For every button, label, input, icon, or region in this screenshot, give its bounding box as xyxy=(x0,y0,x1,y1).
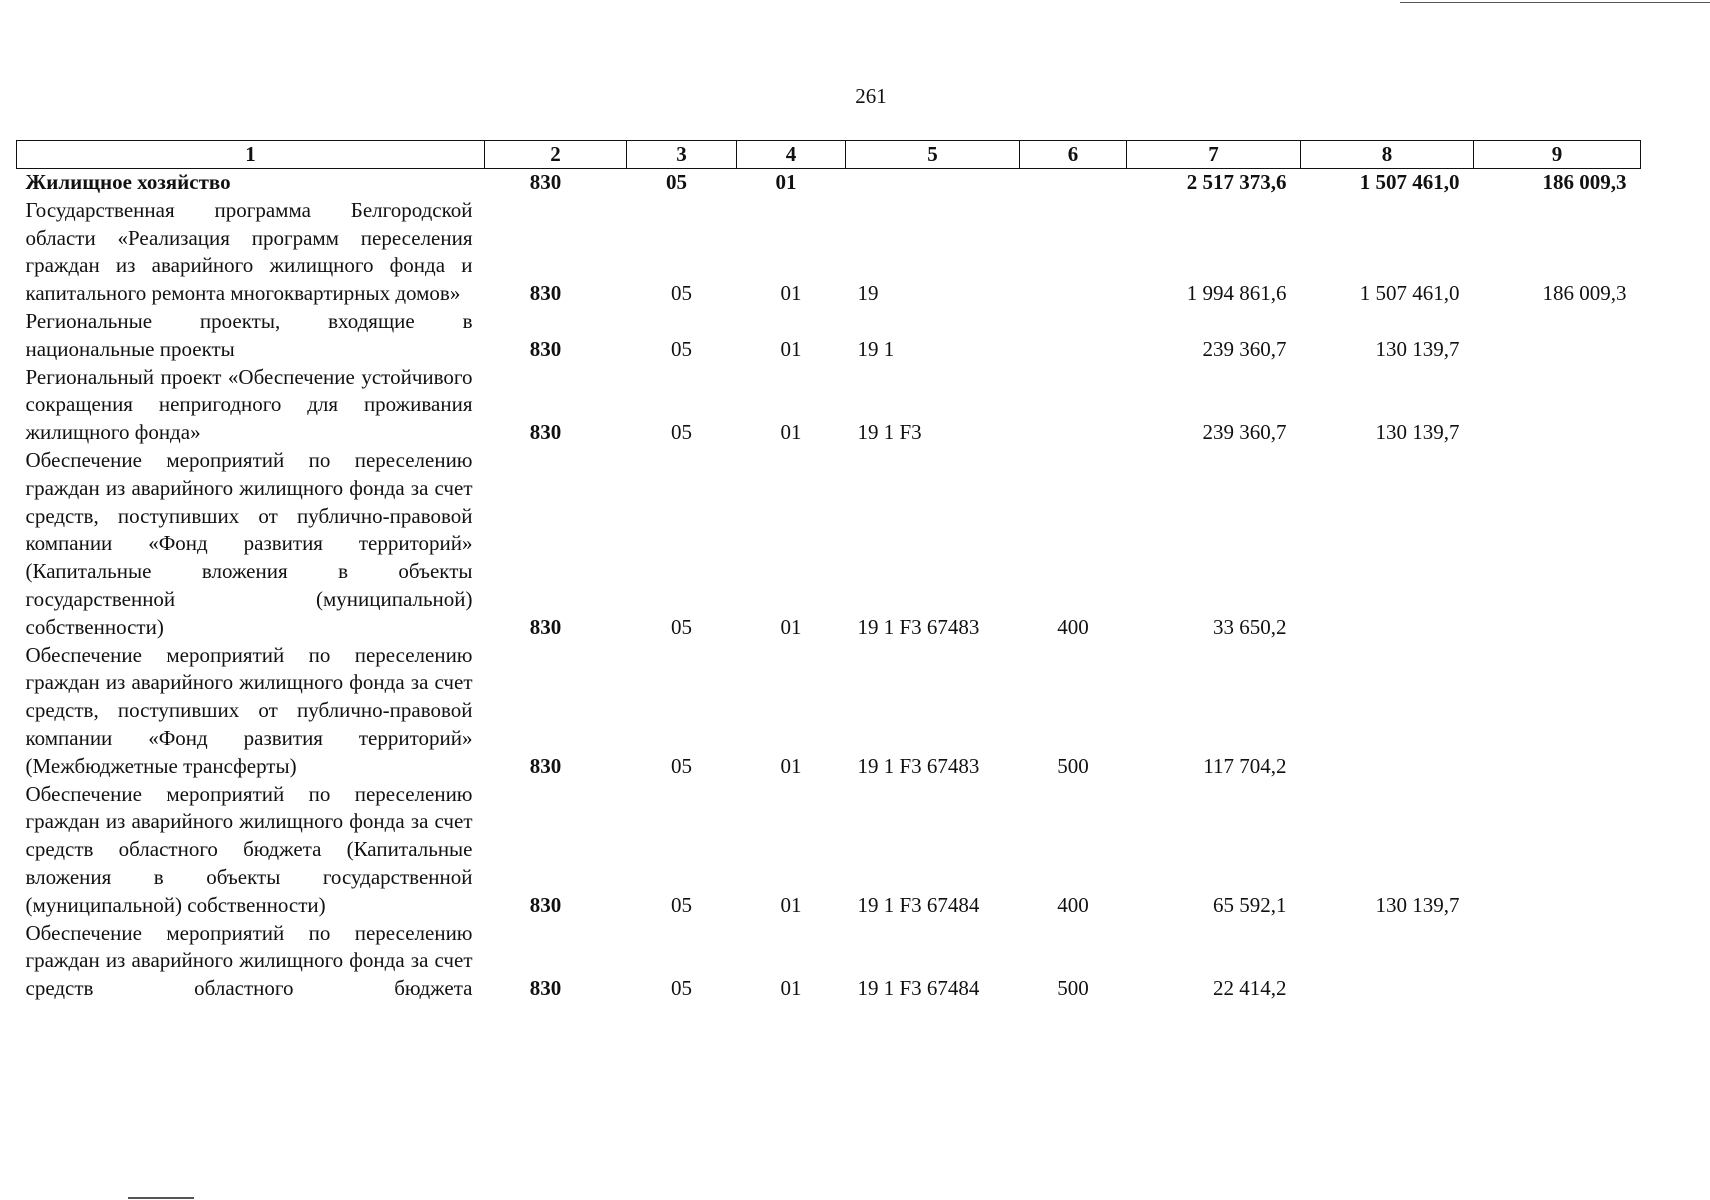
table-header-row xyxy=(17,141,1641,169)
cell-col4: 01 xyxy=(780,614,802,639)
column-header: 1 xyxy=(17,141,485,169)
cell-col3: 05 xyxy=(671,892,692,917)
cell-col5: 19 1 xyxy=(857,336,895,361)
row-name: Региональные проекты, входящие в национальные проекты xyxy=(25,308,473,361)
column-header: 8 xyxy=(1301,141,1474,169)
table-row xyxy=(17,920,1641,1003)
cell-col2: 830 xyxy=(529,753,562,778)
cell-col7: 1 994 861,6 xyxy=(1186,281,1287,306)
cell-col9 xyxy=(1474,642,1641,781)
table-row xyxy=(17,642,1641,781)
scan-mark-bottom-left xyxy=(128,1197,194,1199)
cell-col6 xyxy=(1020,364,1127,447)
cell-col3: 05 xyxy=(671,336,692,361)
cell-col5: 19 1 F3 67483 xyxy=(857,753,980,778)
row-name: Жилищное хозяйство xyxy=(25,170,231,194)
row-name: Обеспечение мероприятий по переселению граждан из аварийного жилищного фонда за счет средств, поступивших от публично-правовой компании «Фонд развития территорий» (Межбюджетные трансферты) xyxy=(25,642,473,778)
cell-col9: 186 009,3 xyxy=(1542,281,1627,306)
cell-col8 xyxy=(1301,642,1474,781)
cell-col9: 186 009,3 xyxy=(1542,170,1627,194)
cell-col7: 22 414,2 xyxy=(1213,976,1287,1001)
row-name: Государственная программа Белгородской области «Реализация программ переселения граждан из аварийного жилищного фонда и капитального ремонта многоквартирных домов» xyxy=(25,197,473,306)
table-row xyxy=(17,169,1641,197)
cell-col5: 19 1 F3 67484 xyxy=(857,976,980,1001)
column-header: 2 xyxy=(485,141,627,169)
cell-col8 xyxy=(1301,920,1474,1003)
cell-col6: 500 xyxy=(1057,753,1089,778)
cell-col5 xyxy=(846,169,1020,197)
cell-col9 xyxy=(1474,364,1641,447)
cell-col9 xyxy=(1474,447,1641,642)
cell-col6 xyxy=(1020,197,1127,308)
table-row xyxy=(17,447,1641,642)
cell-col4: 01 xyxy=(775,170,797,194)
row-name: Обеспечение мероприятий по переселению граждан из аварийного жилищного фонда за счет средств областного бюджета xyxy=(25,920,473,1001)
cell-col3: 05 xyxy=(671,281,692,306)
cell-col2: 830 xyxy=(529,281,562,306)
column-header: 9 xyxy=(1474,141,1641,169)
cell-col5: 19 1 F3 xyxy=(857,420,922,445)
cell-col3: 05 xyxy=(671,420,692,445)
row-name: Обеспечение мероприятий по переселению граждан из аварийного жилищного фонда за счет средств областного бюджета (Капитальные вложения в объекты государственной (муниципальной) собственности) xyxy=(25,781,473,917)
cell-col2: 830 xyxy=(529,976,562,1001)
row-name: Региональный проект «Обеспечение устойчивого сокращения непригодного для проживания жилищного фонда» xyxy=(25,364,473,445)
cell-col5: 19 1 F3 67483 xyxy=(857,614,980,639)
column-header: 4 xyxy=(737,141,846,169)
row-name: Обеспечение мероприятий по переселению граждан из аварийного жилищного фонда за счет средств, поступивших от публично-правовой компании «Фонд развития территорий» (Капитальные вложения в объекты государственной (муниципальной) собственности) xyxy=(25,447,473,639)
cell-col9 xyxy=(1474,781,1641,920)
cell-col7: 239 360,7 xyxy=(1202,420,1287,445)
cell-col7: 2 517 373,6 xyxy=(1186,170,1287,194)
column-header: 3 xyxy=(627,141,737,169)
cell-col3: 05 xyxy=(671,614,692,639)
cell-col8: 130 139,7 xyxy=(1375,336,1460,361)
table-row xyxy=(17,364,1641,447)
column-header: 7 xyxy=(1127,141,1301,169)
cell-col8: 1 507 461,0 xyxy=(1359,170,1460,194)
cell-col8: 130 139,7 xyxy=(1375,892,1460,917)
cell-col7: 65 592,1 xyxy=(1213,892,1287,917)
cell-col4: 01 xyxy=(780,892,802,917)
cell-col6: 400 xyxy=(1057,614,1089,639)
cell-col8: 1 507 461,0 xyxy=(1359,281,1460,306)
cell-col2: 830 xyxy=(529,892,562,917)
cell-col7: 117 704,2 xyxy=(1203,753,1287,778)
budget-table xyxy=(16,140,1641,1003)
cell-col2: 830 xyxy=(529,336,562,361)
cell-col4: 01 xyxy=(780,336,802,361)
column-header: 6 xyxy=(1020,141,1127,169)
cell-col6: 400 xyxy=(1057,892,1089,917)
page-number: 261 xyxy=(855,84,887,108)
table-row xyxy=(17,308,1641,364)
cell-col4: 01 xyxy=(780,976,802,1001)
column-header: 5 xyxy=(846,141,1020,169)
cell-col6: 500 xyxy=(1057,976,1089,1001)
cell-col8 xyxy=(1301,447,1474,642)
cell-col3: 05 xyxy=(666,170,687,194)
cell-col5: 19 xyxy=(857,281,879,306)
table-row xyxy=(17,197,1641,308)
cell-col7: 33 650,2 xyxy=(1213,614,1287,639)
cell-col4: 01 xyxy=(780,281,802,306)
cell-col2: 830 xyxy=(529,420,562,445)
cell-col7: 239 360,7 xyxy=(1202,336,1287,361)
cell-col9 xyxy=(1474,920,1641,1003)
cell-col8: 130 139,7 xyxy=(1375,420,1460,445)
cell-col3: 05 xyxy=(671,976,692,1001)
cell-col2: 830 xyxy=(529,614,562,639)
cell-col2: 830 xyxy=(529,170,562,194)
cell-col6 xyxy=(1020,308,1127,364)
scan-mark-top-right xyxy=(1400,2,1710,3)
cell-col4: 01 xyxy=(780,753,802,778)
cell-col9 xyxy=(1474,308,1641,364)
cell-col3: 05 xyxy=(671,753,692,778)
cell-col5: 19 1 F3 67484 xyxy=(857,892,980,917)
cell-col4: 01 xyxy=(780,420,802,445)
table-row xyxy=(17,781,1641,920)
cell-col6 xyxy=(1020,169,1127,197)
